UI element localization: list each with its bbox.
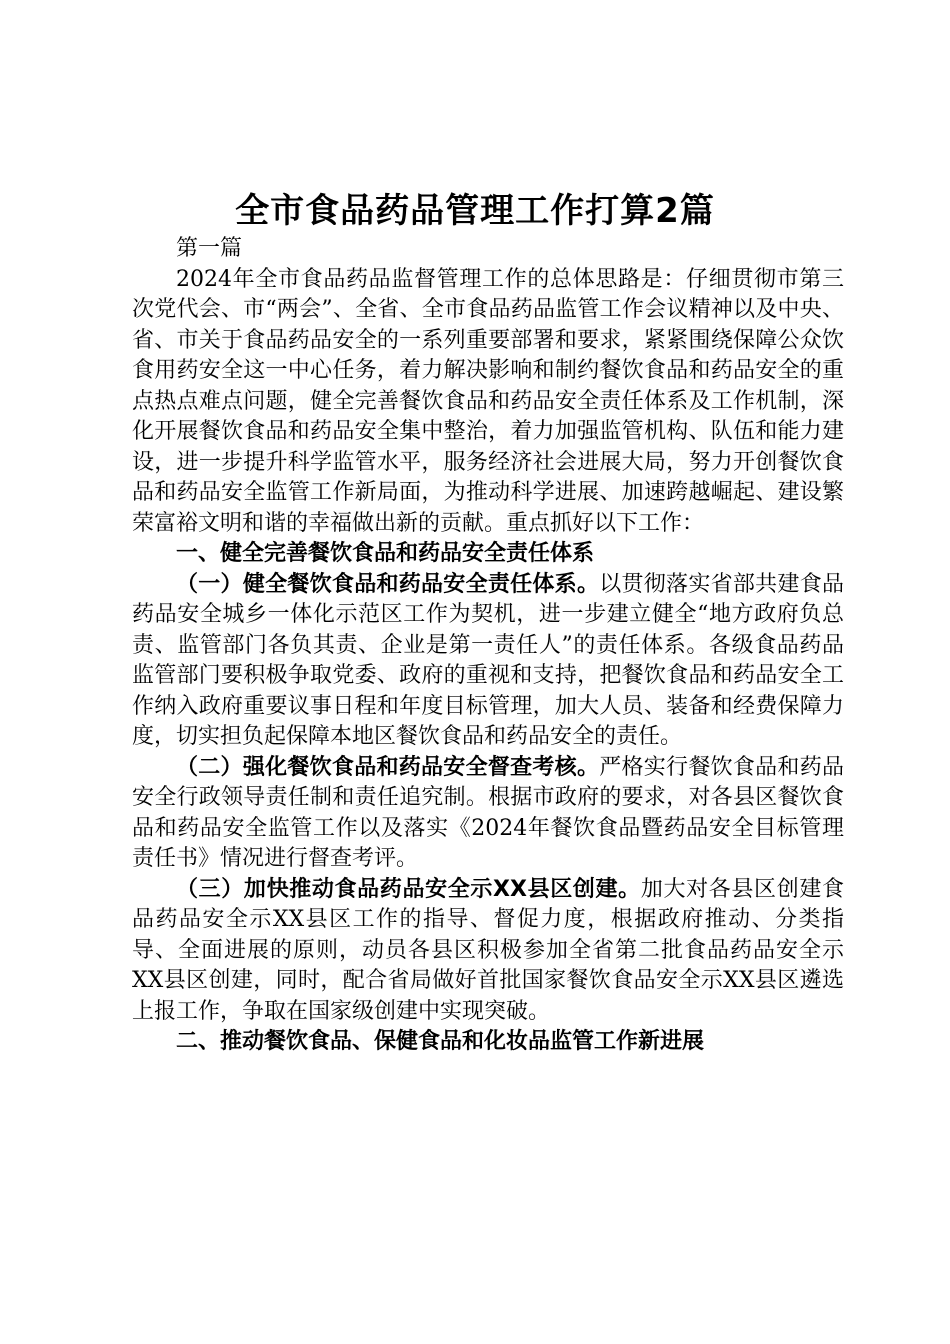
section-heading-2: 二、推动餐饮食品、保健食品和化妆品监管工作新进展 <box>176 1029 705 1054</box>
page-title: 全市食品药品管理工作打算2篇 <box>235 191 715 231</box>
item-3-lead: （三）加快推动食品药品安全示XX县区创建。 <box>176 876 641 902</box>
item-1-lead: （一）健全餐饮食品和药品安全责任体系。 <box>176 571 600 597</box>
intro-paragraph: 2024年全市食品药品监督管理工作的总体思路是：仔细贯彻市第三次党代会、市“两会”、全省、全市食品药品监管工作会议精神以及中央、省、市关于食品药品安全的一系列重要部署和要求，紧紧围绕保障公众饮食用药安全这一中心任务，着力解决影响和制约餐饮食品和药品安全的重点热点难点问题，健全完善餐饮食品和药品安全责任体系及工作机制，深化开展餐饮食品和药品安全集中整治，着力加强监管机构、队伍和能力建设，进一步提升科学监管水平，服务经济社会进展大局，努力开创餐饮食品和药品安全监管工作新局面，为推动科学进展、加速跨越崛起、建设繁荣富裕文明和谐的幸福做出新的贡献。重点抓好以下工作： <box>132 266 844 536</box>
item-paragraph-3 <box>132 875 844 1028</box>
item-3-text: 加大对各县区创建食品药品安全示XX县区工作的指导、督促力度，根据政府推动、分类指导、全面进展的原则，动员各县区积极参加全省第二批食品药品安全示XX县区创建，同时，配合省局做好首批国家餐饮食品安全示XX县区遴选上报工作，争取在国家级创建中实现突破。 <box>132 876 844 1024</box>
part-label: 第一篇 <box>176 236 243 261</box>
section-heading-1: 一、健全完善餐饮食品和药品安全责任体系 <box>176 541 595 566</box>
item-paragraph-2 <box>132 753 844 875</box>
item-2-lead: （二）强化餐饮食品和药品安全督查考核。 <box>176 754 600 780</box>
item-paragraph-1 <box>132 570 844 753</box>
document-body <box>132 234 844 1058</box>
item-2-text: 严格实行餐饮食品和药品安全行政领导责任制和责任追究制。根据市政府的要求，对各县区餐饮食品和药品安全监管工作以及落实《2024年餐饮食品暨药品安全目标管理责任书》情况进行督查考评。 <box>132 754 844 871</box>
item-1-text: 以贯彻落实省部共建食品药品安全城乡一体化示范区工作为契机，进一步建立健全“地方政府负总责、监管部门各负其责、企业是第一责任人”的责任体系。各级食品药品监管部门要积极争取党委、政府的重视和支持，把餐饮食品和药品安全工作纳入政府重要议事日程和年度目标管理，加大人员、装备和经费保障力度，切实担负起保障本地区餐饮食品和药品安全的责任。 <box>132 571 844 749</box>
